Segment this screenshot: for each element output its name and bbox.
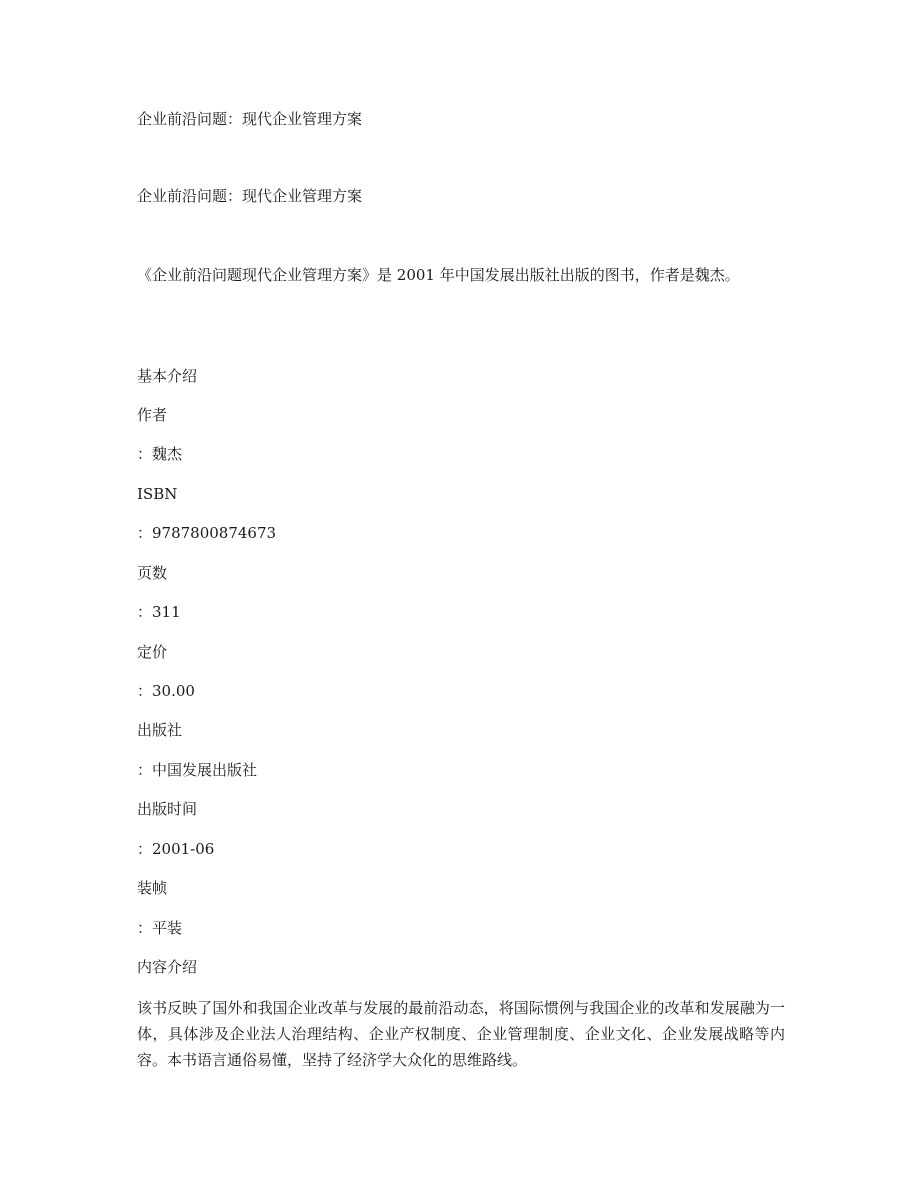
field-label-publish-date: 出版时间 [137,800,198,818]
document-title: 企业前沿问题：现代企业管理方案 [137,110,363,128]
field-label-binding: 装帧 [137,879,168,897]
field-label-price: 定价 [137,643,168,661]
field-label-isbn: ISBN [137,485,178,503]
field-value-binding: ：平装 [137,919,183,937]
intro-paragraph: 《企业前沿问题现代企业管理方案》是 2001 年中国发展出版社出版的图书，作者是魏杰。 [137,266,740,284]
field-label-author: 作者 [137,406,168,424]
field-value-author: ：魏杰 [137,445,183,463]
content-paragraph: 该书反映了国外和我国企业改革与发展的最前沿动态，将国际惯例与我国企业的改革和发展融为一体，具体涉及企业法人治理结构、企业产权制度、企业管理制度、企业文化、企业发展战略等内容。本书语言通俗易懂，坚持了经济学大众化的思维路线。 [137,999,785,1069]
section-heading-basic: 基本介绍 [137,367,198,385]
field-label-publisher: 出版社 [137,721,183,739]
section-heading-content: 内容介绍 [137,958,198,976]
field-value-isbn: ：9787800874673 [137,524,277,542]
field-value-pages: ：311 [137,603,181,621]
field-value-publish-date: ：2001-06 [137,840,215,858]
document-subtitle: 企业前沿问题：现代企业管理方案 [137,187,363,205]
field-value-publisher: ：中国发展出版社 [137,761,258,779]
field-label-pages: 页数 [137,564,168,582]
field-value-price: ：30.00 [137,682,195,700]
